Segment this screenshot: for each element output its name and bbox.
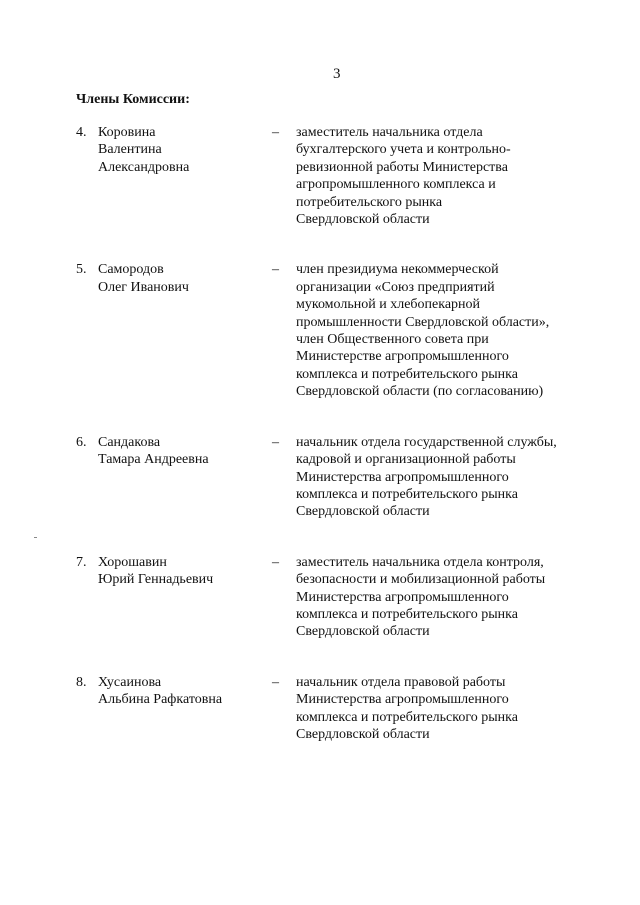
member-number: 5. <box>76 262 87 278</box>
member-name-line: Хорошавин <box>98 554 167 570</box>
member-number: 4. <box>76 125 87 140</box>
member-position-line: кадровой и организационной работы <box>296 452 516 468</box>
member-position-line: мукомольной и хлебопекарной <box>296 297 481 313</box>
member-position <box>296 554 596 641</box>
member-name <box>98 124 268 176</box>
member-dash: – <box>272 434 279 450</box>
member-position-line: безопасности и мобилизационной работы <box>296 572 546 588</box>
page-number: 3 <box>333 66 341 82</box>
member-number: 7. <box>76 554 87 570</box>
member-position-line: Свердловской области <box>296 726 430 742</box>
member-list <box>0 124 640 743</box>
member-name-line: Олег Иванович <box>98 279 189 295</box>
member-name <box>98 261 268 296</box>
member-dash: – <box>272 262 279 278</box>
member-position-line: комплекса и потребительского рынка <box>296 606 518 622</box>
member-name-line: Юрий Геннадьевич <box>98 572 214 588</box>
member-position-line: комплекса и потребительского рынка <box>296 709 518 725</box>
member-dash: – <box>272 125 279 140</box>
member-name <box>98 674 268 709</box>
member-position-line: Свердловской области <box>296 212 430 228</box>
member-name-line: Альбина Рафкатовна <box>98 692 223 708</box>
member-position-line: заместитель начальника отдела <box>296 125 483 140</box>
member-position-line: ревизионной работы Министерства <box>296 159 508 175</box>
member-name-line: Александровна <box>98 159 190 175</box>
member-position-line: Министерстве агропромышленного <box>296 349 509 365</box>
member-name-line: Коровина <box>98 125 156 140</box>
member-row <box>0 434 640 521</box>
member-position-line: Министерства агропромышленного <box>296 692 509 708</box>
member-position <box>296 124 596 228</box>
member-name-line: Хусаинова <box>98 674 162 690</box>
member-number: 6. <box>76 434 87 450</box>
member-dash: – <box>272 674 279 690</box>
member-row <box>0 261 640 400</box>
member-position-line: Свердловской области <box>296 624 430 640</box>
member-position-line: член президиума некоммерческой <box>296 262 499 278</box>
member-position-line: начальник отдела государственной службы, <box>296 434 557 450</box>
member-row <box>0 554 640 641</box>
member-position-line: комплекса и потребительского рынка <box>296 486 518 502</box>
member-name <box>98 434 268 469</box>
member-row <box>0 124 640 228</box>
member-name <box>98 554 268 589</box>
member-position-line: член Общественного совета при <box>296 332 489 348</box>
section-heading: Члены Комиссии: <box>76 92 190 107</box>
member-position-line: заместитель начальника отдела контроля, <box>296 554 544 570</box>
member-name-line: Сандакова <box>98 434 161 450</box>
member-name-line: Тамара Андреевна <box>98 452 209 468</box>
member-name-line: Валентина <box>98 142 162 158</box>
member-position <box>296 261 596 400</box>
member-position-line: Министерства агропромышленного <box>296 469 509 485</box>
member-position-line: потребительского рынка <box>296 194 443 210</box>
member-position-line: организации «Союз предприятий <box>296 279 495 295</box>
member-position-line: комплекса и потребительского рынка <box>296 366 518 382</box>
member-position <box>296 434 596 521</box>
member-name-line: Самородов <box>98 262 164 278</box>
member-position-line: начальник отдела правовой работы <box>296 674 506 690</box>
member-number: 8. <box>76 674 87 690</box>
member-position-line: Свердловской области <box>296 504 430 520</box>
member-position-line: промышленности Свердловской области», <box>296 314 550 330</box>
member-position-line: бухгалтерского учета и контрольно- <box>296 142 511 158</box>
member-position-line: агропромышленного комплекса и <box>296 177 496 193</box>
member-position <box>296 674 596 744</box>
member-dash: – <box>272 554 279 570</box>
member-position-line: Свердловской области (по согласованию) <box>296 384 544 400</box>
member-row <box>0 674 640 744</box>
member-position-line: Министерства агропромышленного <box>296 589 509 605</box>
